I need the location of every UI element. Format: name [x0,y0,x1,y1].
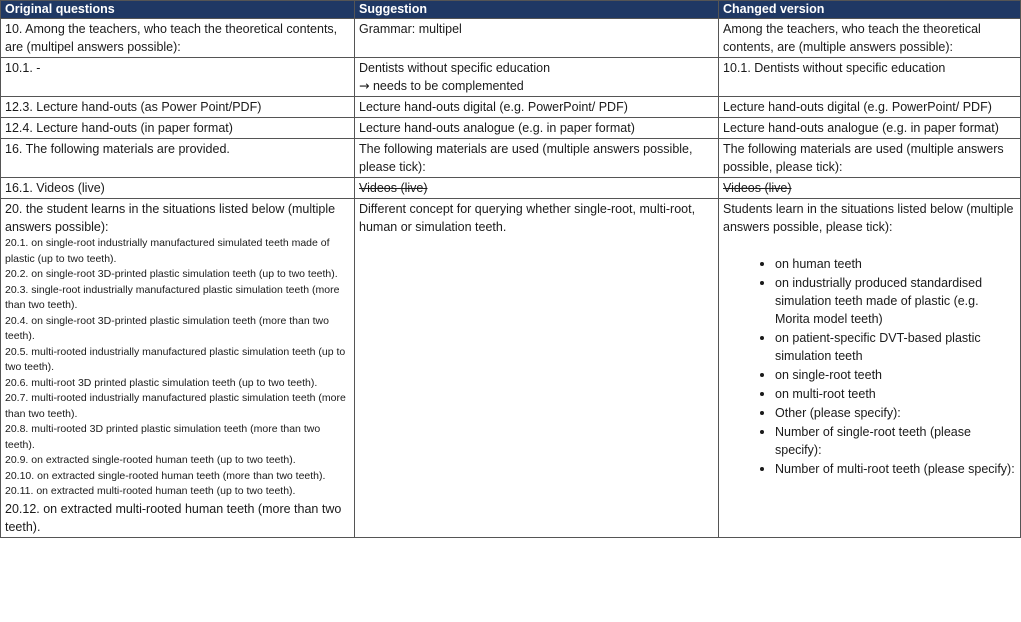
cell-changed [719,199,1021,538]
cell-original: 12.4. Lecture hand-outs (in paper format) [1,118,355,139]
cell-suggestion: Lecture hand-outs analogue (e.g. in paper format) [355,118,719,139]
answer-option: • Number of multi-root teeth (please specify): [775,459,1016,478]
table-row [1,178,1021,199]
cell-changed: Lecture hand-outs analogue (e.g. in paper format) [719,118,1021,139]
cell-suggestion: Lecture hand-outs digital (e.g. PowerPoint/ PDF) [355,97,719,118]
cell-changed: Videos (live) [719,178,1021,199]
original-subitem: 20.3. single-root industrially manufactured plastic simulation teeth (more than two teeth). [5,283,340,311]
table-row [1,19,1021,58]
changed-question-intro: Students learn in the situations listed below (multiple answers possible, please tick): [723,202,1014,234]
original-subitem: 20.6. multi-root 3D printed plastic simulation teeth (up to two teeth). [5,376,318,389]
original-subitem: 20.1. on single-root industrially manufactured simulated teeth made of plastic (up to two teeth). [5,237,330,265]
table-row [1,58,1021,97]
original-subitem: 20.2. on single-root 3D-printed plastic simulation teeth (up to two teeth). [5,268,338,280]
answer-option: • on single-root teeth [775,365,1016,384]
answer-option: • on multi-root teeth [775,384,1016,403]
answer-option: • Other (please specify): [775,403,1016,422]
table-row [1,118,1021,139]
header-row [1,1,1021,19]
suggestion-note-text: needs to be complemented [372,79,524,93]
original-subitem: 20.11. on extracted multi-rooted human teeth (up to two teeth). [5,485,296,497]
cell-original [1,199,355,538]
original-subitem: 20.12. on extracted multi-rooted human teeth (more than two teeth). [5,501,342,534]
cell-changed: Lecture hand-outs digital (e.g. PowerPoint/ PDF) [719,97,1021,118]
original-subitem: 20.7. multi-rooted industrially manufactured plastic simulation teeth (more than two teeth). [5,392,346,420]
original-subitem: 20.4. on single-root 3D-printed plastic simulation teeth (more than two teeth). [5,314,329,342]
cell-suggestion: Different concept for querying whether single-root, multi-root, human or simulation teeth. [355,199,719,538]
header-suggestion: Suggestion [355,1,719,19]
cell-original: 10.1. - [1,58,355,97]
cell-suggestion: Videos (live) [355,178,719,199]
answer-option: • on industrially produced standardised simulation teeth made of plastic (e.g. Morita model teeth) [775,273,1016,328]
cell-suggestion [355,58,719,97]
answer-option: • on human teeth [775,254,1016,273]
original-subitem: 20.10. on extracted single-rooted human teeth (more than two teeth). [5,469,326,482]
suggestion-text: Dentists without specific education [359,61,551,75]
cell-changed: The following materials are used (multiple answers possible, please tick): [719,139,1021,178]
cell-original: 10. Among the teachers, who teach the theoretical contents, are (multipel answers possible): [1,19,355,58]
header-changed-version: Changed version [719,1,1021,19]
cell-changed: 10.1. Dentists without specific education [719,58,1021,97]
original-subitem: 20.5. multi-rooted industrially manufactured plastic simulation teeth (up to two teeth). [5,345,346,373]
answer-option-list [723,254,1016,478]
cell-suggestion: Grammar: multipel [355,19,719,58]
original-subitems [5,236,350,500]
original-subitem: 20.9. on extracted single-rooted human teeth (up to two teeth). [5,454,296,466]
cell-suggestion: The following materials are used (multiple answers possible, please tick): [355,139,719,178]
arrow-right-icon: → [359,78,370,93]
cell-original: 16.1. Videos (live) [1,178,355,199]
suggestion-note [359,77,714,95]
original-question-intro: 20. the student learns in the situations listed below (multiple answers possible): [5,202,336,234]
cell-original: 16. The following materials are provided. [1,139,355,178]
table-row [1,139,1021,178]
cell-original: 12.3. Lecture hand-outs (as Power Point/PDF) [1,97,355,118]
table-row [1,199,1021,538]
table-row [1,97,1021,118]
answer-option: • on patient-specific DVT-based plastic simulation teeth [775,328,1016,365]
answer-option: • Number of single-root teeth (please specify): [775,422,1016,459]
header-original-questions: Original questions [1,1,355,19]
cell-changed: Among the teachers, who teach the theoretical contents, are (multiple answers possible): [719,19,1021,58]
original-subitem: 20.8. multi-rooted 3D printed plastic simulation teeth (more than two teeth). [5,423,321,451]
